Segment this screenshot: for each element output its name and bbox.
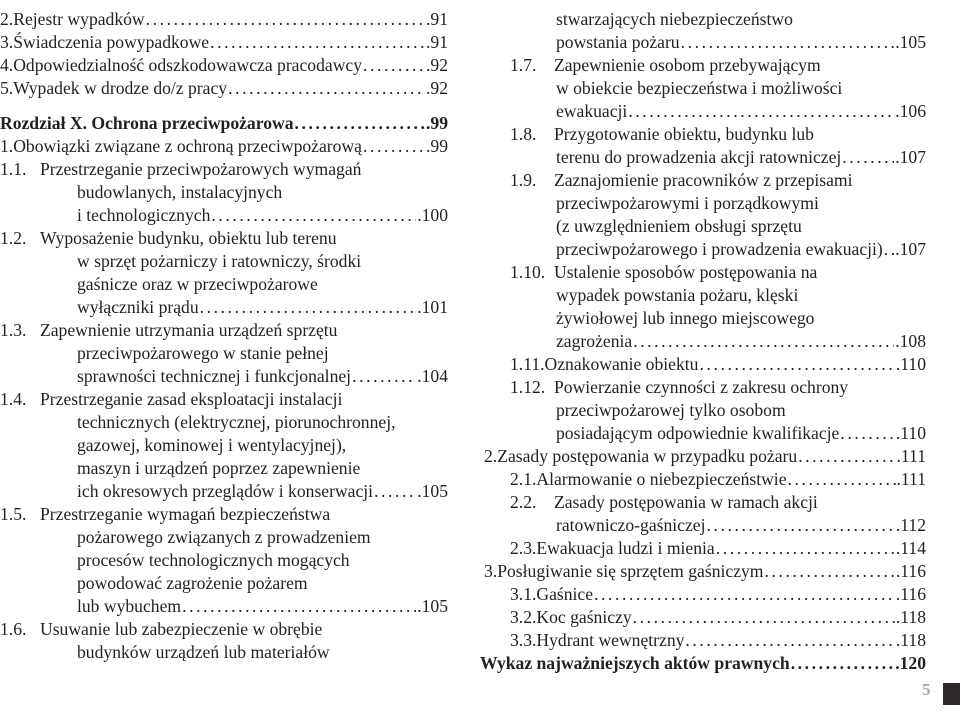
toc-entry-line — [556, 330, 926, 353]
toc-entry-page: .107 — [895, 147, 926, 167]
toc-entry-line — [484, 445, 926, 468]
toc-dot-leader — [765, 560, 895, 583]
toc-entry-title: technicznych (elektrycznej, piorunochronnej, — [77, 412, 396, 432]
toc-entry-line — [556, 146, 926, 169]
toc-entry-title: stwarzających niebezpieczeństwo — [556, 9, 793, 29]
toc-entry-title: Ustalenie sposobów postępowania na — [554, 262, 818, 282]
toc-entry-title: wyłączniki prądu — [77, 297, 199, 317]
toc-entry-number: 1.9. — [510, 170, 537, 190]
toc-entry-number: 1.10. — [510, 262, 546, 282]
toc-entry-line — [77, 457, 448, 480]
toc-entry-title: i technologicznych — [77, 205, 211, 225]
toc-entry-number: 1.11. — [510, 354, 545, 374]
toc-entry-title: procesów technologicznych mogących — [77, 550, 350, 570]
toc-entry-line — [77, 549, 448, 572]
toc-entry-title: Zapewnienie utrzymania urządzeń sprzętu — [40, 320, 338, 340]
toc-entry-title: Hydrant wewnętrzny — [536, 630, 685, 650]
toc-entry-page: .120 — [895, 653, 926, 673]
toc-entry-title: Koc gaśniczy — [536, 607, 632, 627]
toc-entry-title: Zasady postępowania w ramach akcji — [554, 492, 818, 512]
toc-dot-leader — [788, 468, 896, 491]
toc-entry-title: Obowiązki związane z ochroną przeciwpożarową — [13, 136, 362, 156]
page-edge-marker — [943, 683, 960, 705]
toc-entry-page: .91 — [426, 9, 448, 29]
toc-entry-page: .112 — [895, 515, 926, 535]
toc-entry-page: .111 — [896, 446, 926, 466]
toc-entry-line — [510, 491, 926, 514]
toc-entry-line — [77, 572, 448, 595]
toc-entry-line — [556, 238, 926, 261]
toc-entry-title: gaśnicze oraz w przeciwpożarowe — [77, 274, 318, 294]
toc-dot-leader — [363, 135, 425, 158]
toc-entry-line — [77, 595, 448, 618]
toc-entry-number: 1.2. — [0, 228, 27, 248]
toc-entry-page: .118 — [895, 630, 926, 650]
toc-entry-line — [510, 629, 926, 652]
toc-entry-page: .104 — [417, 366, 448, 386]
toc-entry-line — [556, 284, 926, 307]
toc-entry-line — [0, 503, 448, 526]
toc-entry-line — [556, 77, 926, 100]
toc-entry-title: Oznakowanie obiektu — [544, 354, 699, 374]
toc-dot-leader — [633, 606, 895, 629]
toc-dot-leader — [594, 583, 895, 606]
toc-entry-number: 1.8. — [510, 124, 537, 144]
toc-entry-title: Wykaz najważniejszych aktów prawnych — [480, 653, 790, 673]
toc-entry-page: .99 — [426, 113, 448, 133]
toc-dot-leader — [798, 445, 895, 468]
toc-entry-line — [77, 204, 448, 227]
toc-entry-line — [77, 296, 448, 319]
toc-entry-title: w sprzęt pożarniczy i ratowniczy, środki — [77, 251, 362, 271]
toc-dot-leader — [628, 100, 894, 123]
toc-entry-number: 3. — [0, 32, 14, 52]
toc-dot-leader — [146, 8, 425, 31]
toc-entry-line — [0, 618, 448, 641]
toc-dot-leader — [200, 296, 417, 319]
toc-entry-title: lub wybuchem — [77, 596, 182, 616]
toc-entry-page: .110 — [895, 423, 926, 443]
toc-entry-title: ewakuacji — [556, 101, 628, 121]
toc-dot-leader — [182, 595, 416, 618]
toc-entry-line — [0, 54, 448, 77]
toc-entry-page: .111 — [896, 469, 926, 489]
toc-entry-title: Przestrzeganie zasad eksploatacji instalacji — [40, 389, 343, 409]
toc-entry-line — [510, 376, 926, 399]
toc-entry-title: przeciwpożarowego w stanie pełnej — [77, 343, 329, 363]
toc-entry-title: żywiołowej lub innego miejscowego — [556, 308, 815, 328]
toc-entry-title: przeciwpożarowymi i porządkowymi — [556, 193, 819, 213]
toc-entry-line — [77, 273, 448, 296]
toc-entry-title: budynków urządzeń lub materiałów — [77, 642, 330, 662]
toc-entry-line — [0, 112, 448, 135]
toc-entry-page: .106 — [895, 101, 926, 121]
toc-entry-line — [556, 8, 926, 31]
toc-dot-leader — [791, 652, 895, 675]
toc-entry-title: powodować zagrożenie pożarem — [77, 573, 308, 593]
toc-entry-line — [0, 31, 448, 54]
toc-entry-line — [77, 250, 448, 273]
toc-entry-line — [556, 307, 926, 330]
toc-entry-title: Alarmowanie o niebezpieczeństwie — [536, 469, 787, 489]
toc-entry-line — [556, 514, 926, 537]
toc-entry-page: .100 — [417, 205, 448, 225]
toc-entry-line — [510, 606, 926, 629]
toc-entry-number: 2.1. — [510, 469, 537, 489]
toc-dot-leader — [685, 629, 894, 652]
toc-entry-line — [510, 353, 926, 376]
toc-entry-page: .110 — [895, 354, 926, 374]
toc-entry-line — [556, 100, 926, 123]
toc-entry-title: Przestrzeganie wymagań bezpieczeństwa — [40, 504, 331, 524]
toc-dot-leader — [211, 204, 416, 227]
toc-dot-leader — [840, 422, 895, 445]
toc-entry-title: terenu do prowadzenia akcji ratowniczej — [556, 147, 842, 167]
toc-entry-number: 2.2. — [510, 492, 537, 512]
toc-entry-line — [556, 399, 926, 422]
toc-entry-line — [510, 261, 926, 284]
toc-entry-page: .101 — [417, 297, 448, 317]
toc-entry-title: (z uwzględnieniem obsługi sprzętu — [556, 216, 802, 236]
toc-entry-title: Wypadek w drodze do/z pracy — [13, 78, 228, 98]
toc-dot-leader — [681, 31, 895, 54]
toc-entry-number: 5. — [0, 78, 14, 98]
toc-entry-number: 3.2. — [510, 607, 537, 627]
toc-entry-line — [0, 135, 448, 158]
toc-entry-line — [0, 227, 448, 250]
toc-entry-line — [510, 537, 926, 560]
toc-entry-title: wypadek powstania pożaru, klęski — [556, 285, 799, 305]
toc-entry-page: .105 — [895, 32, 926, 52]
toc-entry-title: Rozdział X. Ochrona przeciwpożarowa — [0, 113, 294, 133]
toc-entry-title: budowlanych, instalacyjnych — [77, 182, 283, 202]
toc-entry-page: .105 — [417, 596, 448, 616]
toc-entry-page: .92 — [426, 78, 448, 98]
toc-entry-line — [77, 411, 448, 434]
toc-entry-number: 3. — [484, 561, 498, 581]
toc-entry-title: zagrożenia — [556, 331, 633, 351]
toc-dot-leader — [374, 480, 416, 503]
toc-entry-line — [0, 319, 448, 342]
toc-entry-line — [77, 342, 448, 365]
toc-entry-page: .114 — [895, 538, 926, 558]
toc-entry-line — [77, 526, 448, 549]
toc-entry-title: Świadczenia powypadkowe — [13, 32, 210, 52]
toc-entry-title: posiadającym odpowiednie kwalifikacje — [556, 423, 840, 443]
toc-entry-title: sprawności technicznej i funkcjonalnej — [77, 366, 352, 386]
toc-entry-line — [0, 388, 448, 411]
toc-entry-title: przeciwpożarowej tylko osobom — [556, 400, 786, 420]
toc-entry-line — [556, 215, 926, 238]
toc-entry-page: .91 — [426, 32, 448, 52]
toc-entry-title: Wyposażenie budynku, obiektu lub terenu — [40, 228, 337, 248]
toc-entry-line — [556, 31, 926, 54]
toc-entry-title: Zaznajomienie pracowników z przepisami — [554, 170, 853, 190]
toc-entry-page: .99 — [426, 136, 448, 156]
toc-entry-title: Posługiwanie się sprzętem gaśniczym — [497, 561, 764, 581]
toc-entry-number: 2. — [0, 9, 14, 29]
toc-entry-line — [556, 192, 926, 215]
toc-entry-line — [556, 422, 926, 445]
toc-entry-number: 3.3. — [510, 630, 537, 650]
toc-dot-leader — [228, 77, 425, 100]
toc-entry-title: powstania pożaru — [556, 32, 680, 52]
toc-entry-number: 1.6. — [0, 619, 27, 639]
toc-entry-page: .107 — [895, 239, 926, 259]
toc-entry-number: 1.4. — [0, 389, 27, 409]
toc-dot-leader — [706, 514, 894, 537]
toc-entry-title: Ewakuacja ludzi i mienia — [536, 538, 715, 558]
toc-entry-title: Zapewnienie osobom przebywającym — [554, 55, 821, 75]
toc-entry-line — [510, 468, 926, 491]
toc-entry-line — [0, 158, 448, 181]
toc-entry-number: 1.1. — [0, 159, 27, 179]
toc-entry-title: gazowej, kominowej i wentylacyjnej), — [77, 435, 347, 455]
toc-entry-number: 1.12. — [510, 377, 546, 397]
toc-entry-page: .118 — [895, 607, 926, 627]
toc-entry-title: pożarowego związanych z prowadzeniem — [77, 527, 371, 547]
toc-entry-title: Powierzanie czynności z zakresu ochrony — [554, 377, 849, 397]
toc-entry-number: 1.7. — [510, 55, 537, 75]
toc-entry-title: Przygotowanie obiektu, budynku lub — [554, 124, 814, 144]
toc-entry-line — [480, 652, 926, 675]
toc-entry-line — [510, 123, 926, 146]
page-number: 5 — [922, 680, 931, 699]
toc-entry-line — [77, 434, 448, 457]
toc-entry-number: 1.5. — [0, 504, 27, 524]
toc-dot-leader — [842, 146, 894, 169]
toc-entry-title: Przestrzeganie przeciwpożarowych wymagań — [40, 159, 362, 179]
toc-dot-leader — [210, 31, 425, 54]
toc-entry-number: 4. — [0, 55, 14, 75]
toc-entry-title: Odpowiedzialność odszkodowawcza pracodawcy — [13, 55, 363, 75]
toc-entry-line — [510, 169, 926, 192]
toc-entry-title: maszyn i urządzeń poprzez zapewnienie — [77, 458, 361, 478]
toc-entry-title: Zasady postępowania w przypadku pożaru — [497, 446, 798, 466]
toc-entry-line — [484, 560, 926, 583]
toc-entry-page: .116 — [895, 584, 926, 604]
toc-entry-page: .116 — [895, 561, 926, 581]
toc-entry-line — [0, 77, 448, 100]
toc-entry-number: 1.3. — [0, 320, 27, 340]
toc-entry-title: ratowniczo-gaśniczej — [556, 515, 706, 535]
toc-entry-number: 1. — [0, 136, 14, 156]
toc-entry-page: .92 — [426, 55, 448, 75]
toc-entry-title: Usuwanie lub zabezpieczenie w obrębie — [40, 619, 323, 639]
toc-entry-title: w obiekcie bezpieczeństwa i możliwości — [556, 78, 843, 98]
toc-entry-page: .108 — [895, 331, 926, 351]
toc-dot-leader — [633, 330, 894, 353]
toc-entry-number: 3.1. — [510, 584, 537, 604]
toc-entry-title: Rejestr wypadków — [13, 9, 145, 29]
toc-dot-leader — [699, 353, 894, 376]
toc-dot-leader — [295, 112, 425, 135]
toc-entry-line — [77, 480, 448, 503]
toc-entry-page: .105 — [417, 481, 448, 501]
toc-dot-leader — [352, 365, 416, 388]
toc-entry-line — [510, 583, 926, 606]
toc-dot-leader — [716, 537, 895, 560]
toc-entry-line — [77, 641, 448, 664]
toc-dot-leader — [363, 54, 425, 77]
toc-entry-line — [510, 54, 926, 77]
toc-entry-line — [0, 8, 448, 31]
toc-entry-number: 2. — [484, 446, 498, 466]
toc-entry-line — [77, 365, 448, 388]
toc-entry-title: Gaśnice — [536, 584, 594, 604]
toc-entry-number: 2.3. — [510, 538, 537, 558]
toc-dot-leader — [884, 238, 894, 261]
toc-entry-title: przeciwpożarowego i prowadzenia ewakuacji) — [556, 239, 883, 259]
toc-entry-title: ich okresowych przeglądów i konserwacji — [77, 481, 374, 501]
toc-entry-line — [77, 181, 448, 204]
